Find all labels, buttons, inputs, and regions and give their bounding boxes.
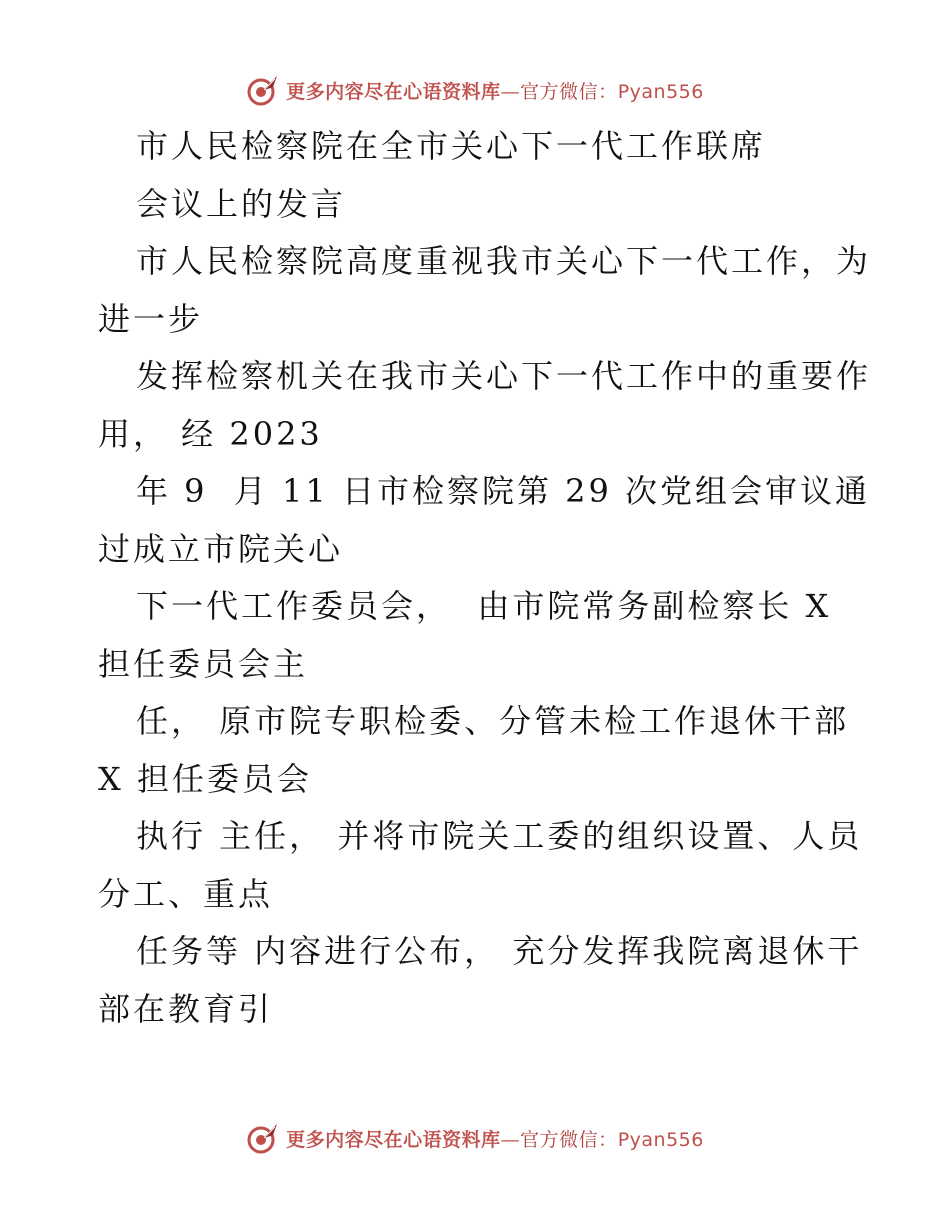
- text-line: X 担任委员会: [98, 759, 312, 798]
- watermark-text: [286, 77, 704, 104]
- watermark-dash: —: [500, 80, 521, 103]
- watermark-wechat-id: Pyan556: [617, 80, 704, 103]
- watermark-wechat-id: Pyan556: [617, 1128, 704, 1151]
- text-line: 下一代工作委员会， 由市院常务副检察长 X: [136, 587, 832, 625]
- quill-logo-icon: [246, 1121, 280, 1155]
- quill-logo-icon: [246, 73, 280, 107]
- watermark-text: [286, 1125, 704, 1152]
- watermark-main: 更多内容尽在心语资料库: [286, 1128, 501, 1151]
- text-line: 任， 原市院专职检委、分管未检工作退休干部: [136, 702, 850, 740]
- watermark-official: 官方微信：: [520, 1128, 618, 1151]
- text-line: 过成立市院关心: [98, 529, 344, 568]
- text-line: 会议上的发言: [136, 184, 347, 223]
- text-line: 市人民检察院在全市关心下一代工作联席: [136, 127, 767, 165]
- footer-watermark: [0, 1118, 950, 1158]
- document-body: [98, 118, 872, 1038]
- text-line: 进一步: [98, 299, 204, 338]
- text-line: 任务等 内容进行公布， 充分发挥我院离退休干: [136, 932, 863, 970]
- watermark-official: 官方微信：: [520, 80, 618, 103]
- text-line: 部在教育引: [98, 989, 274, 1028]
- watermark-dash: —: [500, 1128, 521, 1151]
- header-watermark: [0, 70, 950, 110]
- text-line: 发挥检察机关在我市关心下一代工作中的重要作: [136, 357, 872, 395]
- text-line: 用， 经 2023: [98, 414, 323, 453]
- watermark-main: 更多内容尽在心语资料库: [286, 80, 501, 103]
- text-line: 分工、重点: [98, 874, 274, 913]
- text-line: 担任委员会主: [98, 644, 309, 683]
- text-line: 执行 主任， 并将市院关工委的组织设置、人员: [136, 817, 863, 855]
- text-line: 市人民检察院高度重视我市关心下一代工作，为: [136, 242, 872, 280]
- text-line: 年 9 月 11 日市检察院第 29 次党组会审议通: [136, 472, 871, 510]
